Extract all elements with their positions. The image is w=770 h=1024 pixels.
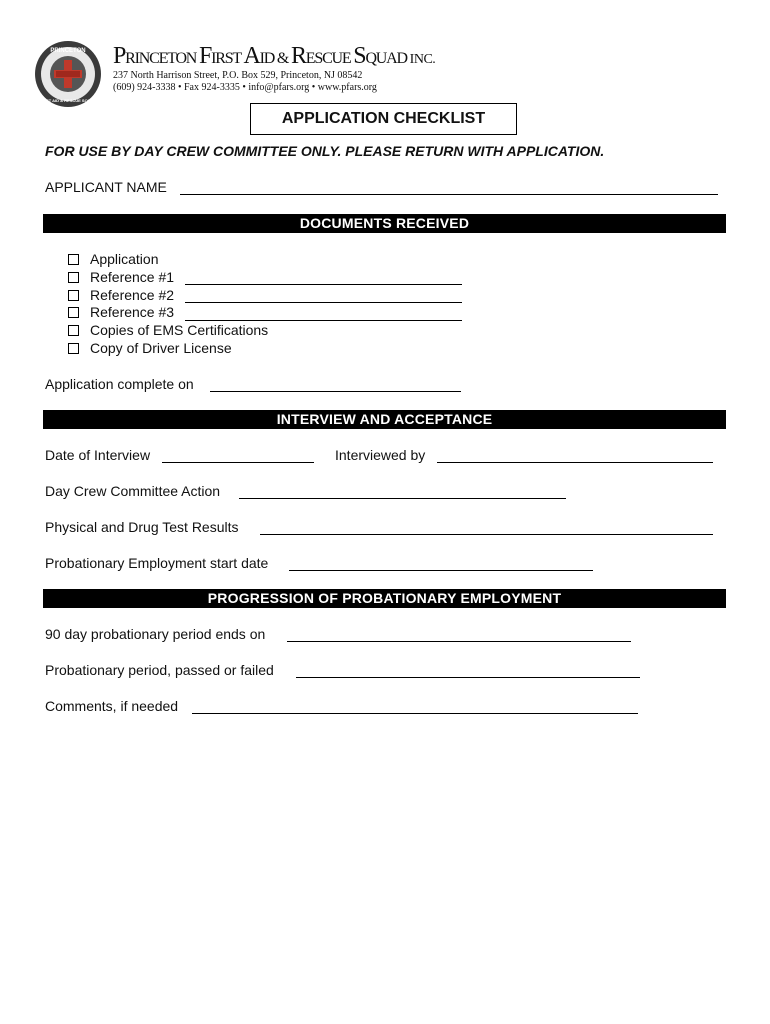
- period-ends-label: 90 day probationary period ends on: [45, 626, 266, 642]
- checkbox-reference-3[interactable]: [68, 307, 79, 318]
- applicant-name-field[interactable]: [180, 194, 718, 195]
- passed-failed-label: Probationary period, passed or failed: [45, 662, 274, 678]
- comments-field[interactable]: [192, 713, 638, 714]
- checkbox-reference-2[interactable]: [68, 290, 79, 301]
- organization-name: PRINCETON FIRST AID & RESCUE SQUAD INC.: [113, 43, 436, 69]
- test-results-label: Physical and Drug Test Results: [45, 519, 239, 535]
- form-instruction: FOR USE BY DAY CREW COMMITTEE ONLY. PLEASE RETURN WITH APPLICATION.: [45, 143, 605, 159]
- squad-logo: [34, 40, 102, 108]
- checklist-label: Copy of Driver License: [90, 340, 232, 356]
- checkbox-application[interactable]: [68, 254, 79, 265]
- address-line: 237 North Harrison Street, P.O. Box 529, Princeton, NJ 08542: [113, 70, 363, 81]
- reference-2-field[interactable]: [185, 302, 462, 303]
- start-date-label: Probationary Employment start date: [45, 555, 269, 571]
- checklist-label: Copies of EMS Certifications: [90, 322, 269, 338]
- interview-heading: INTERVIEW AND ACCEPTANCE: [43, 410, 726, 429]
- checklist-label: Reference #2: [90, 287, 175, 303]
- documents-received-heading: DOCUMENTS RECEIVED: [43, 214, 726, 233]
- checklist-label: Application: [90, 251, 159, 267]
- checklist-label: Reference #3: [90, 304, 175, 320]
- interviewed-by-field[interactable]: [437, 462, 713, 463]
- checklist-label: Reference #1: [90, 269, 175, 285]
- test-results-field[interactable]: [260, 534, 713, 535]
- progression-heading: PROGRESSION OF PROBATIONARY EMPLOYMENT: [43, 589, 726, 608]
- date-of-interview-label: Date of Interview: [45, 447, 151, 463]
- logo-top-text: PRINCETON: [50, 48, 86, 54]
- committee-action-field[interactable]: [239, 498, 566, 499]
- contact-line: (609) 924-3338 • Fax 924-3335 • info@pfars.org • www.pfars.org: [113, 82, 377, 93]
- date-of-interview-field[interactable]: [162, 462, 314, 463]
- checkbox-reference-1[interactable]: [68, 272, 79, 283]
- application-complete-label: Application complete on: [45, 376, 194, 392]
- logo-bottom-text: FIRST AID & RESCUE SQUAD: [39, 98, 97, 103]
- committee-action-label: Day Crew Committee Action: [45, 483, 221, 499]
- checkbox-driver-license[interactable]: [68, 343, 79, 354]
- period-ends-field[interactable]: [287, 641, 631, 642]
- applicant-name-label: APPLICANT NAME: [45, 179, 167, 195]
- comments-label: Comments, if needed: [45, 698, 179, 714]
- reference-1-field[interactable]: [185, 284, 462, 285]
- start-date-field[interactable]: [289, 570, 593, 571]
- interviewed-by-label: Interviewed by: [335, 447, 426, 463]
- application-complete-field[interactable]: [210, 391, 461, 392]
- form-title: APPLICATION CHECKLIST: [250, 103, 517, 135]
- passed-failed-field[interactable]: [296, 677, 640, 678]
- checkbox-ems-certifications[interactable]: [68, 325, 79, 336]
